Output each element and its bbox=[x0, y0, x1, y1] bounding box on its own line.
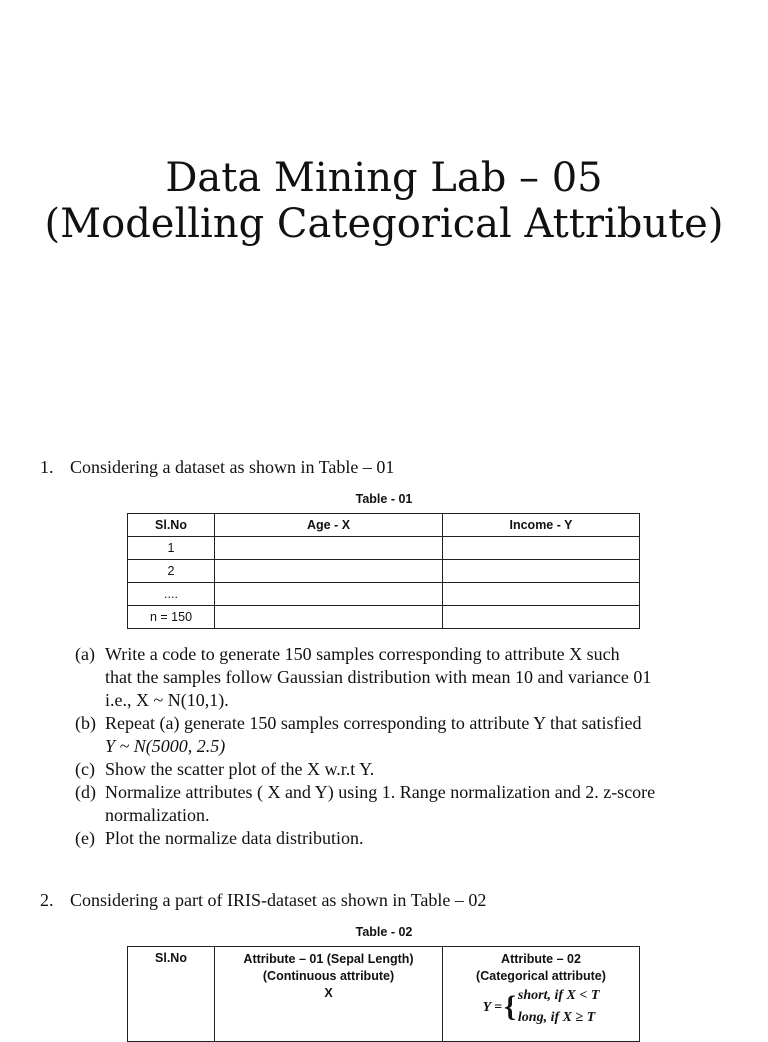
table-02-header-row bbox=[128, 947, 640, 1042]
part-b-label: (b) bbox=[75, 713, 96, 733]
part-e-label: (e) bbox=[75, 828, 95, 848]
title-line-2: (Modelling Categorical Attribute) bbox=[44, 201, 724, 247]
categorical-formula bbox=[483, 985, 600, 1029]
question-2-text: Considering a part of IRIS-dataset as shown in Table – 02 bbox=[70, 890, 487, 910]
part-d-line-1: Normalize attributes ( X and Y) using 1. Range normalization and 2. z-score bbox=[105, 782, 656, 802]
question-1 bbox=[40, 457, 394, 478]
table-row bbox=[128, 583, 640, 606]
question-2 bbox=[40, 890, 486, 911]
table-01-caption: Table - 01 bbox=[355, 492, 413, 506]
formula-case-long: long, if X ≥ T bbox=[517, 1010, 596, 1025]
cell-age bbox=[215, 606, 443, 629]
header-attribute-01-line-3: X bbox=[324, 986, 333, 1000]
part-b-line-2: Y ~ N(5000, 2.5) bbox=[105, 736, 226, 756]
part-d-line-2: normalization. bbox=[105, 805, 210, 825]
question-1-number: 1. bbox=[40, 457, 54, 477]
part-a-line-3: i.e., X ~ N(10,1). bbox=[105, 690, 229, 710]
header-attribute-01-line-2: (Continuous attribute) bbox=[262, 969, 395, 983]
part-c-line-1: Show the scatter plot of the X w.r.t Y. bbox=[105, 759, 375, 779]
cell-income bbox=[443, 537, 640, 560]
table-02 bbox=[127, 946, 640, 1042]
header-age: Age - X bbox=[215, 514, 443, 537]
part-a bbox=[75, 643, 727, 712]
page-title bbox=[0, 155, 768, 247]
table-row bbox=[128, 606, 640, 629]
part-a-line-2: that the samples follow Gaussian distribution with mean 10 and variance 01 bbox=[105, 667, 652, 687]
header-slno: Sl.No bbox=[128, 514, 215, 537]
part-d-label: (d) bbox=[75, 782, 96, 802]
table-01 bbox=[127, 513, 640, 629]
header-attribute-01 bbox=[215, 947, 443, 1042]
table-02-caption: Table - 02 bbox=[355, 925, 413, 939]
part-c bbox=[75, 758, 727, 781]
cell-slno: 2 bbox=[128, 560, 215, 583]
cell-income bbox=[443, 606, 640, 629]
part-d bbox=[75, 781, 727, 827]
header-attribute-02 bbox=[443, 947, 640, 1042]
question-1-parts bbox=[75, 643, 727, 850]
cell-slno: 1 bbox=[128, 537, 215, 560]
cell-age bbox=[215, 583, 443, 606]
part-a-line-1: Write a code to generate 150 samples corresponding to attribute X such bbox=[105, 644, 620, 664]
part-c-label: (c) bbox=[75, 759, 95, 779]
cell-slno: n = 150 bbox=[128, 606, 215, 629]
part-b bbox=[75, 712, 727, 758]
header-attribute-02-line-2: (Categorical attribute) bbox=[476, 969, 606, 983]
header-slno: Sl.No bbox=[128, 947, 215, 1042]
cell-income bbox=[443, 583, 640, 606]
table-row bbox=[128, 537, 640, 560]
formula-case-short: short, if X < T bbox=[517, 988, 600, 1003]
part-e-line-1: Plot the normalize data distribution. bbox=[105, 828, 364, 848]
question-1-text: Considering a dataset as shown in Table – 01 bbox=[70, 457, 395, 477]
part-b-line-1: Repeat (a) generate 150 samples corresponding to attribute Y that satisfied bbox=[105, 713, 642, 733]
cell-income bbox=[443, 560, 640, 583]
table-01-header-row bbox=[128, 514, 640, 537]
header-attribute-02-line-1: Attribute – 02 bbox=[501, 952, 581, 966]
header-attribute-01-line-1: Attribute – 01 (Sepal Length) bbox=[243, 952, 414, 966]
title-line-1: Data Mining Lab – 05 bbox=[165, 155, 603, 201]
brace-icon: { bbox=[504, 990, 516, 1023]
cell-slno: .... bbox=[128, 583, 215, 606]
question-2-number: 2. bbox=[40, 890, 54, 910]
cell-age bbox=[215, 537, 443, 560]
header-income: Income - Y bbox=[443, 514, 640, 537]
part-a-label: (a) bbox=[75, 644, 95, 664]
part-e bbox=[75, 827, 727, 850]
table-row bbox=[128, 560, 640, 583]
cell-age bbox=[215, 560, 443, 583]
formula-lhs: Y = bbox=[482, 999, 503, 1015]
